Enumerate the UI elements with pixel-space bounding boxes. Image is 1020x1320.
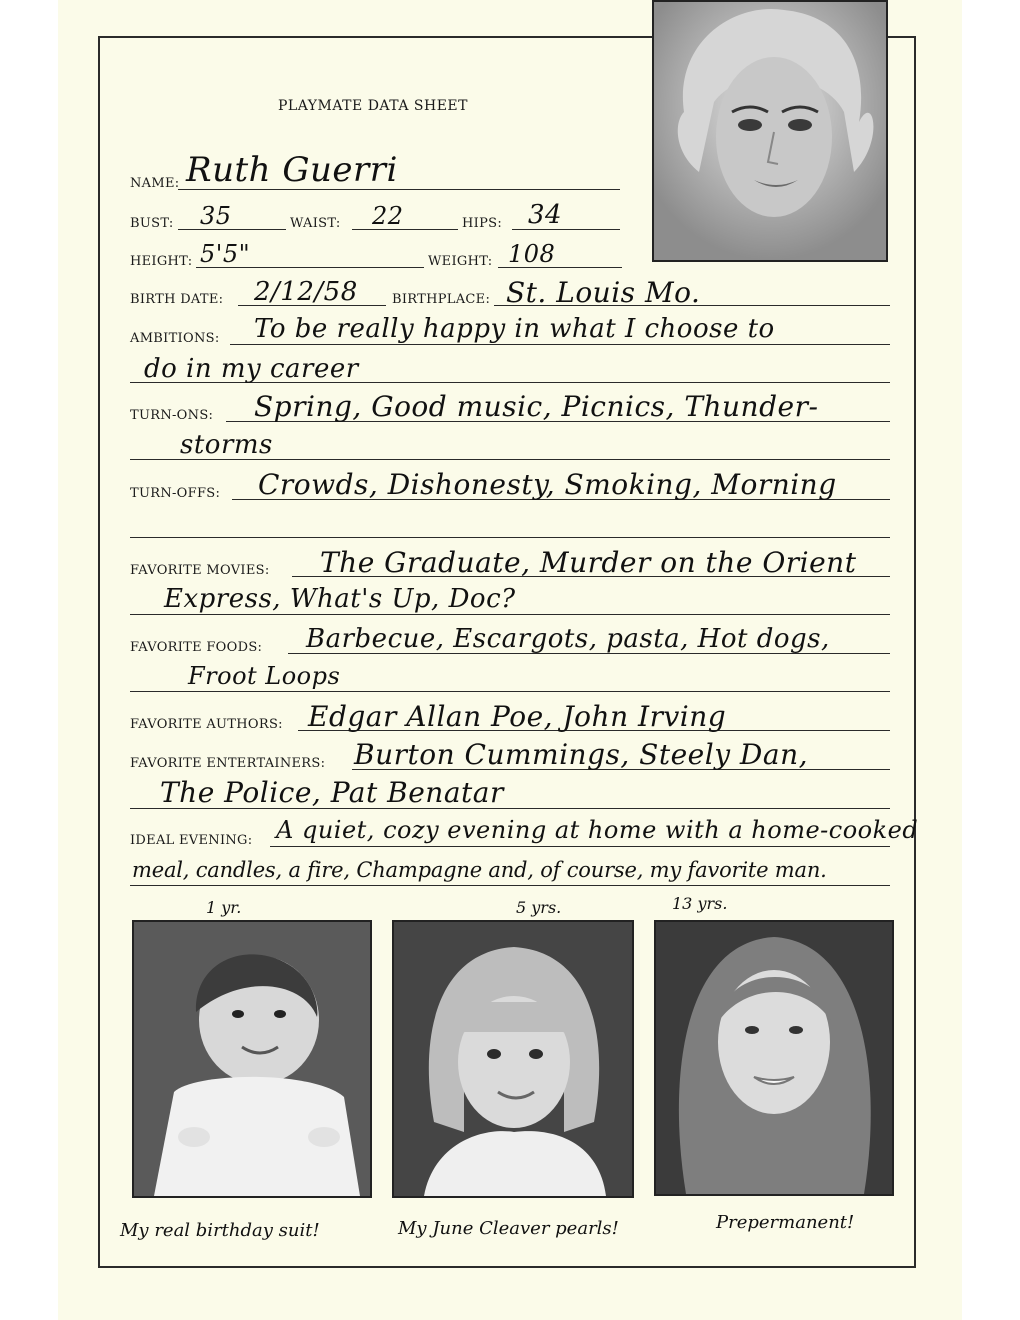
waist-value: 22	[372, 202, 404, 230]
photo-2-caption: My June Cleaver pearls!	[398, 1218, 619, 1239]
weight-label: WEIGHT:	[428, 254, 493, 269]
photo-3-age: 13 yrs.	[672, 894, 728, 913]
height-value: 5'5"	[200, 240, 251, 268]
ambitions-value-line-1: To be really happy in what I choose to	[254, 314, 775, 344]
hips-label: HIPS:	[462, 216, 503, 231]
name-label: NAME:	[130, 176, 180, 191]
sheet-title: PLAYMATE DATA SHEET	[278, 98, 468, 114]
ambitions-label: AMBITIONS:	[130, 331, 220, 346]
favorite-entertainers-label: FAVORITE ENTERTAINERS:	[130, 756, 326, 771]
ambitions-line-1	[230, 344, 890, 345]
weight-value: 108	[508, 240, 556, 268]
ideal-evening-label: IDEAL EVENING:	[130, 833, 253, 848]
photo-2-age: 5 yrs.	[516, 898, 562, 917]
waist-label: WAIST:	[290, 216, 341, 231]
favorite-foods-line-2	[130, 691, 890, 692]
photo-1-caption: My real birthday suit!	[120, 1220, 320, 1241]
birthplace-label: BIRTHPLACE:	[392, 292, 491, 307]
turn-ons-label: TURN-ONS:	[130, 408, 214, 423]
favorite-entertainers-value-line-2: The Police, Pat Benatar	[160, 776, 504, 809]
portrait-photo	[652, 0, 888, 262]
baby-photo	[132, 920, 372, 1198]
photo-1-age: 1 yr.	[206, 898, 242, 917]
bust-label: BUST:	[130, 216, 174, 231]
hips-value: 34	[528, 200, 563, 230]
birth-date-label: BIRTH DATE:	[130, 292, 224, 307]
waist-line	[352, 229, 458, 230]
teen-photo	[654, 920, 894, 1196]
child-photo	[392, 920, 634, 1198]
height-label: HEIGHT:	[130, 254, 193, 269]
birth-date-value: 2/12/58	[254, 277, 358, 307]
favorite-movies-line-2	[130, 614, 890, 615]
photo-3-caption: Prepermanent!	[716, 1212, 855, 1233]
turn-offs-line-2	[130, 537, 890, 538]
bust-line	[178, 229, 286, 230]
favorite-foods-label: FAVORITE FOODS:	[130, 640, 263, 655]
ambitions-value-line-2: do in my career	[144, 354, 359, 384]
turn-ons-value-line-1: Spring, Good music, Picnics, Thunder-	[254, 390, 819, 423]
favorite-foods-value-line-2: Froot Loops	[188, 662, 341, 690]
favorite-foods-value-line-1: Barbecue, Escargots, pasta, Hot dogs,	[306, 624, 830, 654]
favorite-movies-value-line-2: Express, What's Up, Doc?	[164, 584, 516, 614]
bust-value: 35	[200, 202, 232, 230]
ideal-evening-value-line-1: A quiet, cozy evening at home with a home-cooked	[276, 816, 919, 844]
birthplace-value: St. Louis Mo.	[506, 276, 701, 309]
name-value: Ruth Guerri	[186, 150, 398, 190]
favorite-authors-label: FAVORITE AUTHORS:	[130, 717, 283, 732]
favorite-movies-label: FAVORITE MOVIES:	[130, 563, 270, 578]
ideal-evening-value-line-2: meal, candles, a fire, Champagne and, of course, my favorite man.	[132, 858, 827, 882]
ideal-evening-line-2	[130, 885, 890, 886]
ideal-evening-line-1	[270, 846, 890, 847]
favorite-entertainers-value-line-1: Burton Cummings, Steely Dan,	[354, 738, 809, 771]
turn-ons-value-line-2: storms	[180, 430, 273, 460]
turn-offs-label: TURN-OFFS:	[130, 486, 221, 501]
favorite-authors-value-line-1: Edgar Allan Poe, John Irving	[308, 700, 727, 733]
favorite-movies-value-line-1: The Graduate, Murder on the Orient	[320, 546, 857, 579]
turn-offs-value-line-1: Crowds, Dishonesty, Smoking, Morning	[258, 468, 837, 501]
